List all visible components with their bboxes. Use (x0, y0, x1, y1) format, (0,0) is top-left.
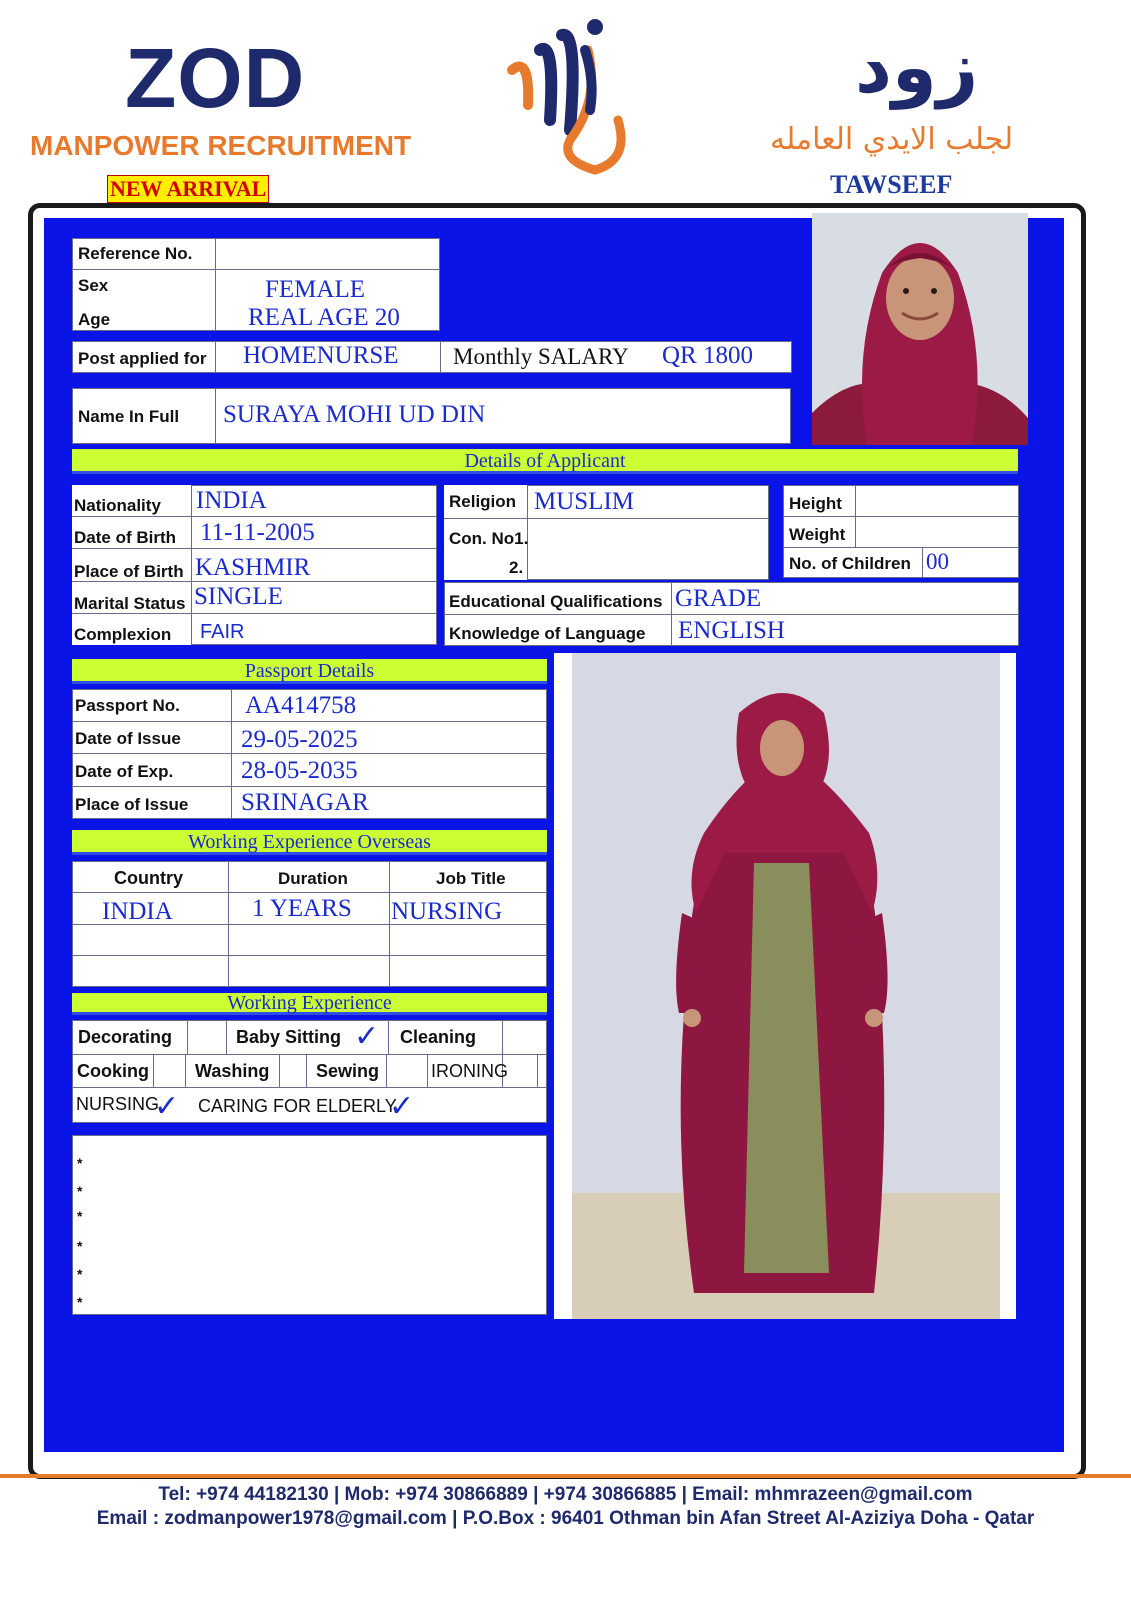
salary-label: Monthly SALARY (453, 344, 629, 369)
children-label: No. of Children (789, 554, 911, 573)
skill-sewing: Sewing (316, 1061, 380, 1081)
complexion-label: Complexion (74, 625, 172, 644)
brand-emblem-icon (500, 10, 640, 180)
details-title: Details of Applicant (72, 449, 1018, 474)
sex-value: FEMALE (265, 276, 365, 303)
brand-subtitle: MANPOWER RECRUITMENT (30, 130, 412, 161)
skill-cooking: Cooking (77, 1061, 149, 1081)
col-line (231, 689, 232, 819)
new-arrival-badge: NEW ARRIVAL (107, 175, 269, 203)
tawseef-label: TAWSEEF (830, 170, 953, 199)
col-line (306, 1054, 307, 1087)
name-label: Name In Full (78, 407, 180, 426)
row-line (72, 548, 437, 549)
baby-sitting-check-icon: ✓ (354, 1019, 380, 1054)
arabic-subtitle: لجلب الايدي العامله (770, 122, 1014, 157)
exp-label: Date of Exp. (75, 762, 174, 781)
row-line (783, 547, 1019, 548)
post-label: Post applied for (78, 349, 207, 368)
issue-label: Date of Issue (75, 729, 181, 748)
nationality-value: INDIA (196, 487, 267, 514)
skill-baby-sitting: Baby Sitting (236, 1027, 342, 1047)
col-line (226, 1020, 227, 1054)
reference-value-cell (215, 238, 440, 270)
note-bullet: * (77, 1155, 83, 1171)
col-line (185, 1054, 186, 1087)
reference-label: Reference No. (78, 244, 193, 263)
religion-value: MUSLIM (534, 488, 635, 515)
col-line (386, 1054, 387, 1087)
skill-nursing: NURSING (76, 1094, 160, 1114)
pob-value: KASHMIR (195, 554, 311, 581)
applicant-full-photo (554, 653, 1016, 1319)
con1-label: Con. No1. (449, 529, 529, 548)
row-line (72, 955, 547, 956)
post-value: HOMENURSE (243, 342, 399, 369)
skill-cleaning: Cleaning (400, 1027, 477, 1047)
dob-value: 11-11-2005 (200, 519, 315, 546)
footer-address-line: Email : zodmanpower1978@gmail.com | P.O.Box : 96401 Othman bin Afan Street Al-Aziziya Doha - Qatar (96, 1508, 1035, 1529)
place-label: Place of Issue (75, 795, 189, 814)
age-value: REAL AGE 20 (248, 304, 400, 331)
overseas-header-duration: Duration (278, 869, 348, 888)
note-bullet: * (77, 1266, 83, 1282)
place-value: SRINAGAR (241, 789, 369, 816)
overseas-header-country: Country (114, 868, 183, 888)
dob-label: Date of Birth (74, 528, 176, 547)
issue-value: 29-05-2025 (241, 726, 358, 753)
overseas-title: Working Experience Overseas (72, 830, 547, 855)
experience-title: Working Experience (72, 993, 547, 1015)
footer-contact-line: Tel: +974 44182130 | Mob: +974 30866889 | +974 30866885 | Email: mhmrazeen@gmail.com (158, 1484, 973, 1505)
col-line (153, 1054, 154, 1087)
col-line (388, 1020, 389, 1054)
col-line (389, 861, 390, 987)
col-line (855, 485, 856, 547)
name-value: SURAYA MOHI UD DIN (223, 401, 486, 428)
children-value: 00 (926, 549, 949, 574)
passport-no-label: Passport No. (75, 696, 180, 715)
note-bullet: * (77, 1208, 83, 1224)
con2-label: 2. (509, 558, 524, 577)
row-line (72, 721, 547, 722)
passport-no-value: AA414758 (245, 692, 357, 719)
nationality-label: Nationality (74, 496, 161, 515)
height-label: Height (789, 494, 842, 513)
footer-divider (0, 1474, 1131, 1478)
overseas-header-jobtitle: Job Title (436, 869, 506, 888)
row-line (72, 1054, 547, 1055)
row-line (72, 786, 547, 787)
col-line (922, 547, 923, 578)
marital-value: SINGLE (194, 583, 283, 610)
salary-value: QR 1800 (662, 342, 753, 369)
overseas-row-jobtitle: NURSING (391, 898, 503, 925)
weight-label: Weight (789, 525, 846, 544)
row-line (72, 1087, 547, 1088)
edu-value: GRADE (675, 585, 762, 612)
religion-label: Religion (449, 492, 517, 511)
note-bullet: * (77, 1183, 83, 1199)
col-line (427, 1054, 428, 1087)
marital-label: Marital Status (74, 594, 186, 613)
col-line (187, 1020, 188, 1054)
sex-label: Sex (78, 276, 109, 295)
overseas-row-country: INDIA (102, 898, 173, 925)
skill-washing: Washing (195, 1061, 270, 1081)
lang-label: Knowledge of Language (449, 624, 646, 643)
row-line (444, 518, 769, 519)
pob-label: Place of Birth (74, 562, 184, 581)
overseas-row-duration: 1 YEARS (252, 895, 352, 922)
row-line (444, 614, 1019, 615)
skill-caring-elderly: CARING FOR ELDERLY (198, 1096, 397, 1116)
exp-value: 28-05-2035 (241, 757, 358, 784)
note-bullet: * (77, 1294, 83, 1310)
skill-ironing: IRONING (431, 1061, 509, 1081)
elderly-check-icon: ✓ (389, 1089, 415, 1124)
applicant-portrait (812, 213, 1028, 445)
arabic-brand: زود (855, 25, 979, 109)
age-label: Age (78, 310, 111, 329)
col-line (279, 1054, 280, 1087)
notes-box (72, 1135, 547, 1315)
nursing-check-icon: ✓ (154, 1089, 180, 1124)
row-line (72, 892, 547, 893)
col-line (537, 1054, 538, 1087)
passport-title: Passport Details (72, 659, 547, 684)
col-line (671, 582, 672, 646)
brand-logo-text: ZOD (125, 31, 306, 125)
edu-label: Educational Qualifications (449, 592, 663, 611)
note-bullet: * (77, 1238, 83, 1254)
skill-decorating: Decorating (78, 1027, 173, 1047)
row-line (783, 516, 1019, 517)
col-line (228, 861, 229, 987)
complexion-value: FAIR (200, 621, 245, 643)
row-line (72, 516, 437, 517)
lang-value: ENGLISH (678, 617, 785, 644)
